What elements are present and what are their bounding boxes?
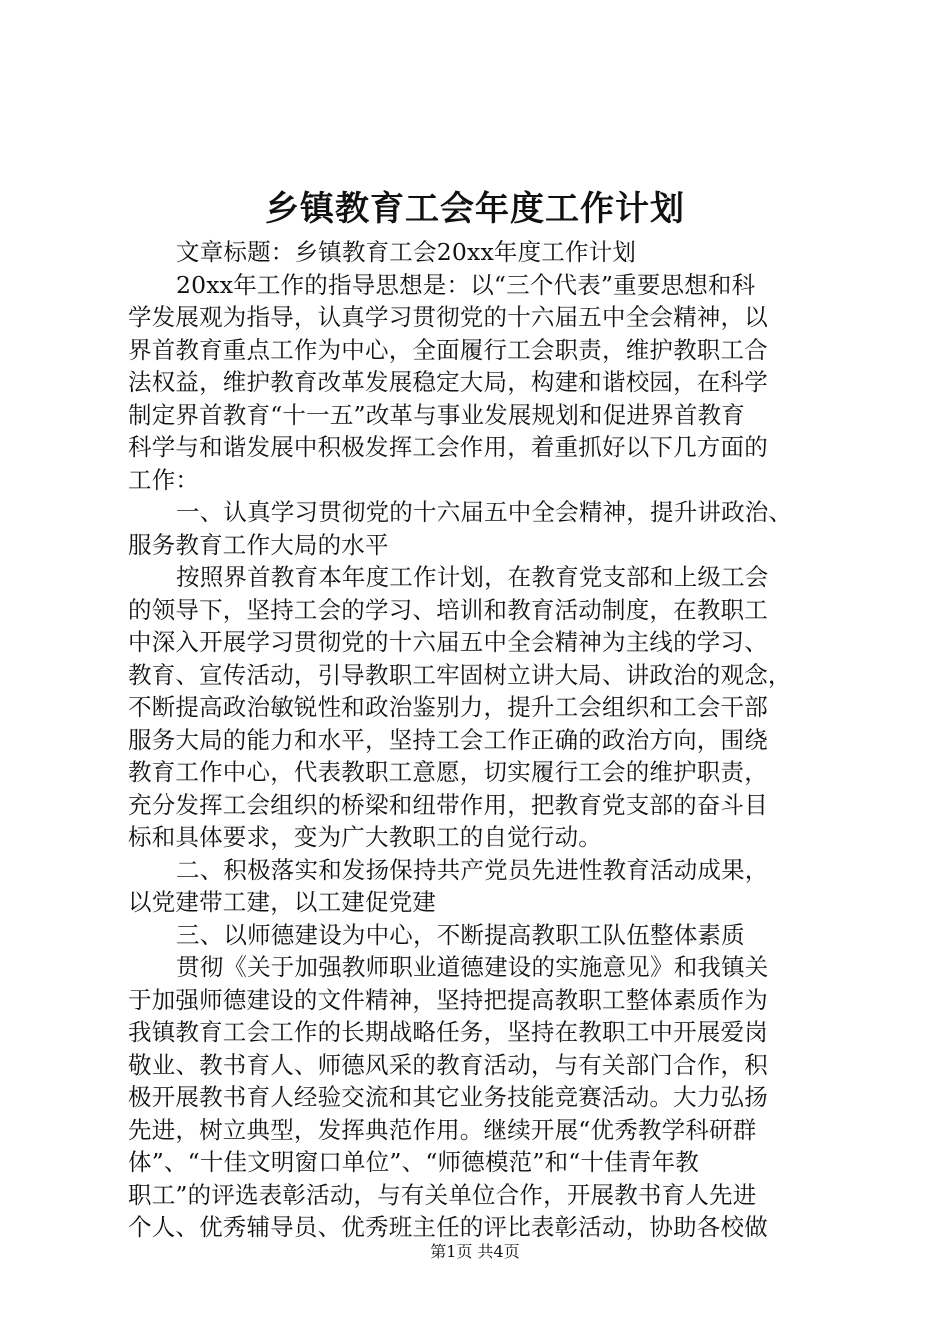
text-line: 个人、优秀辅导员、优秀班主任的评比表彰活动，协助各校做 [128, 1213, 768, 1241]
text-line: 于加强师德建设的文件精神，坚持把提高教职工整体素质作为 [128, 985, 768, 1014]
text-line: 三、以师德建设为中心，不断提高教职工队伍整体素质 [176, 920, 745, 949]
text-line: 二、积极落实和发扬保持共产党员先进性教育活动成果， [176, 855, 769, 884]
text-line: 文章标题：乡镇教育工会20xx年度工作计划 [176, 238, 637, 266]
text-line: 贯彻《关于加强教师职业道德建设的实施意见》和我镇关 [176, 953, 769, 981]
document-body [128, 236, 848, 1244]
text-line: 服务大局的能力和水平，坚持工会工作正确的政治方向，围绕 [128, 725, 768, 754]
text-line: 服务教育工作大局的水平 [128, 530, 389, 559]
text-line: 按照界首教育本年度工作计划，在教育党支部和上级工会 [176, 563, 769, 591]
text-line: 一、认真学习贯彻党的十六届五中全会精神，提升讲政治、 [176, 498, 793, 526]
text-line: 先进，树立典型，发挥典范作用。继续开展“优秀教学科研群 [128, 1115, 757, 1144]
text-line: 的领导下，坚持工会的学习、培训和教育活动制度，在教职工 [128, 595, 768, 624]
text-line: 标和具体要求，变为广大教职工的自觉行动。 [128, 823, 602, 851]
text-line: 工作： [128, 465, 200, 494]
text-line: 界首教育重点工作为中心，全面履行工会职责，维护教职工合 [128, 335, 768, 364]
text-line: 体”、“十佳文明窗口单位”、“师德模范”和“十佳青年教 [128, 1148, 699, 1176]
text-line: 学发展观为指导，认真学习贯彻党的十六届五中全会精神，以 [128, 303, 768, 331]
text-line: 教育、宣传活动，引导教职工牢固树立讲大局、讲政治的观念， [128, 660, 792, 689]
text-line: 中深入开展学习贯彻党的十六届五中全会精神为主线的学习、 [128, 628, 768, 656]
text-line: 科学与和谐发展中积极发挥工会作用，着重抓好以下几方面的 [128, 433, 768, 461]
text-line: 职工”的评选表彰活动，与有关单位合作，开展教书育人先进 [128, 1180, 757, 1209]
text-line: 我镇教育工会工作的长期战略任务，坚持在教职工中开展爱岗 [128, 1018, 768, 1046]
text-line: 制定界首教育“十一五”改革与事业发展规划和促进界首教育 [128, 400, 745, 429]
document-title: 乡镇教育工会年度工作计划 [265, 189, 685, 229]
page-footer: 第1页 共4页 [430, 1242, 520, 1261]
text-line: 极开展教书育人经验交流和其它业务技能竞赛活动。大力弘扬 [128, 1083, 768, 1111]
text-line: 充分发挥工会组织的桥梁和纽带作用，把教育党支部的奋斗目 [128, 790, 768, 819]
text-line: 不断提高政治敏锐性和政治鉴别力，提升工会组织和工会干部 [128, 693, 768, 721]
text-line: 教育工作中心，代表教职工意愿，切实履行工会的维护职责， [128, 758, 768, 786]
text-line: 以党建带工建，以工建促党建 [128, 888, 437, 916]
text-line: 法权益，维护教育改革发展稳定大局，构建和谐校园，在科学 [128, 368, 768, 396]
text-line: 20xx年工作的指导思想是：以“三个代表”重要思想和科 [176, 270, 756, 299]
text-line: 敬业、教书育人、师德风采的教育活动，与有关部门合作，积 [128, 1050, 768, 1079]
